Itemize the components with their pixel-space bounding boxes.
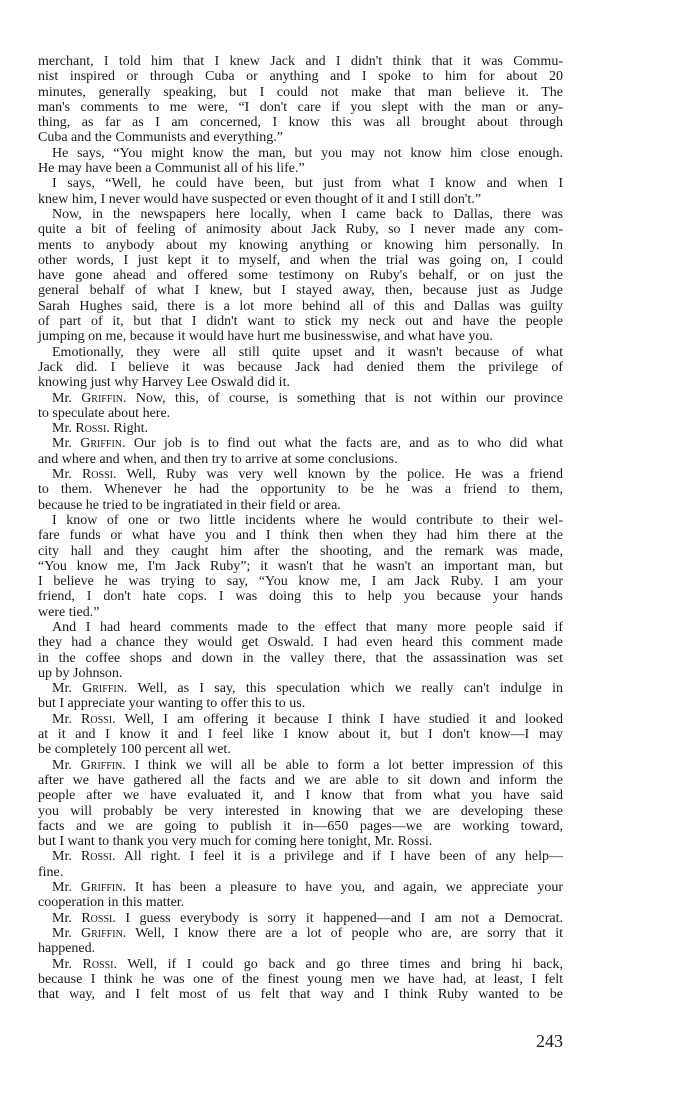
line-text: you will probably be very interested in knowing that we are developing these: [38, 803, 563, 819]
line-text: thing, as far as I am concerned, I know this was all brought about through: [38, 115, 563, 131]
line-text: Well, I know there are a lot of people who are, are sorry that it: [135, 925, 564, 941]
text-line: [38, 207, 563, 222]
line-text: because he tried to be ingratiated in their field or area.: [38, 497, 341, 513]
speaker-line: [38, 391, 563, 406]
text-line: [38, 406, 563, 421]
text-line: [38, 788, 563, 803]
speaker-name: Griffin.: [80, 757, 126, 773]
line-text: Jack did. I believe it was because Jack had denied them the privilege of: [38, 359, 563, 375]
line-text: of part of it, but that I didn't want to stick my neck out and have the people: [38, 314, 563, 330]
line-text: be completely 100 percent all wet.: [38, 742, 231, 758]
speaker-title: Mr.: [52, 910, 72, 926]
speaker-line: [38, 911, 563, 926]
speaker-name: Griffin.: [81, 390, 127, 406]
text-line: [38, 819, 563, 834]
line-text: after we have gathered all the facts and we are able to sit down and inform the: [38, 772, 563, 788]
line-text: but I want to thank you very much for coming here tonight, Mr. Rossi.: [38, 834, 433, 850]
line-text: to speculate about here.: [38, 405, 171, 421]
text-line: [38, 513, 563, 528]
line-text: Cuba and the Communists and everything.”: [38, 130, 283, 146]
line-text: It has been a pleasure to have you, and again, we appreciate your: [134, 880, 564, 896]
line-text: All right. I feel it is a privilege and if I have been of any help—: [123, 849, 563, 865]
speaker-title: Mr.: [52, 757, 72, 773]
speaker-line: [38, 957, 563, 972]
line-text: have gone ahead and offered some testimony on Ruby's behalf, or on just the: [38, 268, 563, 284]
line-text: Well, Ruby was very well known by the police. He was a friend: [126, 467, 564, 483]
text-line: [38, 268, 563, 283]
text-line: [38, 85, 563, 100]
text-line: [38, 222, 563, 237]
text-line: [38, 452, 563, 467]
text-line: [38, 544, 563, 559]
speaker-title: Mr.: [52, 925, 72, 941]
text-line: [38, 865, 563, 880]
page-number: 243: [536, 1031, 563, 1051]
speaker-name: Griffin.: [80, 436, 126, 452]
text-line: [38, 238, 563, 253]
line-text: ments to anybody about my knowing anything or knowing him personally. In: [38, 237, 563, 253]
text-line: [38, 987, 563, 1002]
text-line: [38, 482, 563, 497]
text-line: [38, 253, 563, 268]
text-line: [38, 345, 563, 360]
speaker-title: Mr.: [52, 467, 72, 483]
text-line: [38, 605, 563, 620]
line-text: quite a bit of feeling of animosity about Jack Ruby, so I never made any com-: [38, 222, 563, 238]
speaker-title: Mr.: [52, 436, 72, 452]
body-text: [38, 54, 563, 1002]
line-text: Well, if I could go back and go three times and bring hi back,: [127, 956, 564, 972]
text-line: [38, 559, 563, 574]
line-text: I guess everybody is sorry it happened—and I am not a Democrat.: [125, 910, 564, 926]
text-line: [38, 146, 563, 161]
speaker-title: Mr.: [52, 956, 72, 972]
line-text: I know of one or two little incidents where he would contribute to their wel-: [52, 512, 563, 528]
text-line: [38, 941, 563, 956]
text-line: [38, 54, 563, 69]
text-line: [38, 375, 563, 390]
line-text: they had a chance they would get Oswald. I had even heard this comment made: [38, 635, 563, 651]
text-line: [38, 283, 563, 298]
line-text: general behalf of what I knew, but I stayed away, then, because just as Judge: [38, 283, 563, 299]
line-text: Well, as I say, this speculation which we really can't indulge in: [137, 681, 564, 697]
text-line: [38, 895, 563, 910]
speaker-line: [38, 849, 563, 864]
line-text: knew him, I never would have suspected or even thought of it and I still don't.”: [38, 191, 482, 207]
speaker-name: Rossi.: [81, 467, 117, 483]
text-line: [38, 635, 563, 650]
speaker-line: [38, 880, 563, 895]
text-line: [38, 727, 563, 742]
speaker-line: [38, 758, 563, 773]
text-line: [38, 651, 563, 666]
line-text: “You know me, I'm Jack Ruby”; it wasn't that he wasn't an important man, but: [38, 558, 563, 574]
line-text: Emotionally, they were all still quite upset and it wasn't because of what: [52, 344, 563, 360]
line-text: cooperation in this matter.: [38, 895, 185, 911]
line-text: city hall and they caught him after the shooting, and the remark was made,: [38, 543, 563, 559]
line-text: other words, I just kept it to myself, and when the trial was going on, I could: [38, 252, 563, 268]
line-text: friend, I don't hate cops. I was doing this to help you because your hands: [38, 589, 563, 605]
text-line: [38, 666, 563, 681]
line-text: happened.: [38, 941, 96, 957]
text-line: [38, 804, 563, 819]
text-line: [38, 834, 563, 849]
speaker-title: Mr.: [52, 421, 72, 437]
line-text: Now, this, of course, is something that is not within our province: [135, 390, 564, 406]
line-text: man's comments to me were, “I don't care if you slept with the man or any-: [38, 99, 563, 115]
speaker-title: Mr.: [52, 880, 72, 896]
line-text: He says, “You might know the man, but you may not know him close enough.: [52, 145, 563, 161]
line-text: And I had heard comments made to the effect that many more people said if: [52, 619, 563, 635]
line-text: but I appreciate your wanting to offer this to us.: [38, 696, 306, 712]
text-line: [38, 69, 563, 84]
speaker-name: Rossi.: [82, 956, 117, 972]
line-text: and where and when, and then try to arrive at some conclusions.: [38, 451, 398, 467]
text-line: [38, 696, 563, 711]
line-text: facts and we are going to publish it in—650 pages—we are working toward,: [38, 818, 563, 834]
line-text: minutes, generally speaking, but I could not make that man believe it. The: [38, 84, 563, 100]
line-text: in the coffee shops and down in the valley there, that the assassination was set: [38, 650, 563, 666]
text-line: [38, 130, 563, 145]
speaker-line: [38, 436, 563, 451]
text-line: [38, 498, 563, 513]
text-line: [38, 176, 563, 191]
line-text: knowing just why Harvey Lee Oswald did it.: [38, 375, 290, 391]
line-text: to them. Whenever he had the opportunity to be he was a friend to them,: [38, 482, 563, 498]
line-text: at it and I know it and I feel like I know about it, but I don't know—I may: [38, 727, 563, 743]
speaker-title: Mr.: [52, 681, 72, 697]
speaker-title: Mr.: [52, 390, 72, 406]
line-text: I think we will all be able to form a lot better impression of this: [134, 757, 563, 773]
speaker-line: [38, 926, 563, 941]
line-text: were tied.”: [38, 604, 100, 620]
line-text: that way, and I felt most of us felt that way and I think Ruby wanted to be: [38, 987, 563, 1003]
text-line: [38, 742, 563, 757]
text-line: [38, 972, 563, 987]
speaker-name: Rossi.: [81, 711, 116, 727]
text-line: [38, 314, 563, 329]
line-text: merchant, I told him that I knew Jack and I didn't think that it was Commu-: [38, 54, 563, 69]
speaker-name: Griffin.: [82, 681, 128, 697]
line-text: I says, “Well, he could have been, but just from what I know and when I: [52, 176, 563, 192]
text-line: [38, 192, 563, 207]
text-line: [38, 589, 563, 604]
line-text: fine.: [38, 864, 64, 880]
line-text: people after we have evaluated it, and I know that from what you have said: [38, 788, 563, 804]
speaker-line: [38, 681, 563, 696]
line-text: nist inspired or through Cuba or anything and I spoke to him for about 20: [38, 69, 563, 85]
text-line: [38, 360, 563, 375]
line-text: Our job is to find out what the facts are, and as to who did what: [133, 436, 564, 452]
text-line: [38, 773, 563, 788]
line-text: Right.: [113, 421, 148, 437]
line-text: fare funds or what have you and I think then when they had him there at the: [38, 528, 563, 544]
speaker-name: Rossi.: [75, 421, 110, 437]
line-text: because I think he was one of the finest young men we have had, at least, I felt: [38, 971, 563, 987]
line-text: up by Johnson.: [38, 665, 123, 681]
text-line: [38, 528, 563, 543]
line-text: I believe he was trying to say, “You know me, I am Jack Ruby. I am your: [38, 574, 563, 590]
speaker-name: Griffin.: [80, 880, 126, 896]
speaker-name: Griffin.: [81, 925, 127, 941]
speaker-line: [38, 421, 563, 436]
speaker-line: [38, 712, 563, 727]
speaker-name: Rossi.: [81, 910, 116, 926]
line-text: Now, in the newspapers here locally, when I came back to Dallas, there was: [52, 206, 563, 222]
line-text: Well, I am offering it because I think I have studied it and looked: [124, 711, 564, 727]
line-text: Sarah Hughes said, there is a lot more behind all of this and Dallas was guilty: [38, 298, 563, 314]
line-text: jumping on me, because it would have hurt me businesswise, and what have you.: [38, 329, 493, 345]
text-line: [38, 161, 563, 176]
text-line: [38, 620, 563, 635]
text-line: [38, 329, 563, 344]
speaker-title: Mr.: [52, 849, 72, 865]
speaker-name: Rossi.: [80, 849, 116, 865]
text-line: [38, 574, 563, 589]
line-text: He may have been a Communist all of his life.”: [38, 161, 305, 177]
speaker-line: [38, 467, 563, 482]
text-line: [38, 100, 563, 115]
text-line: [38, 299, 563, 314]
text-line: [38, 115, 563, 130]
speaker-title: Mr.: [52, 711, 72, 727]
